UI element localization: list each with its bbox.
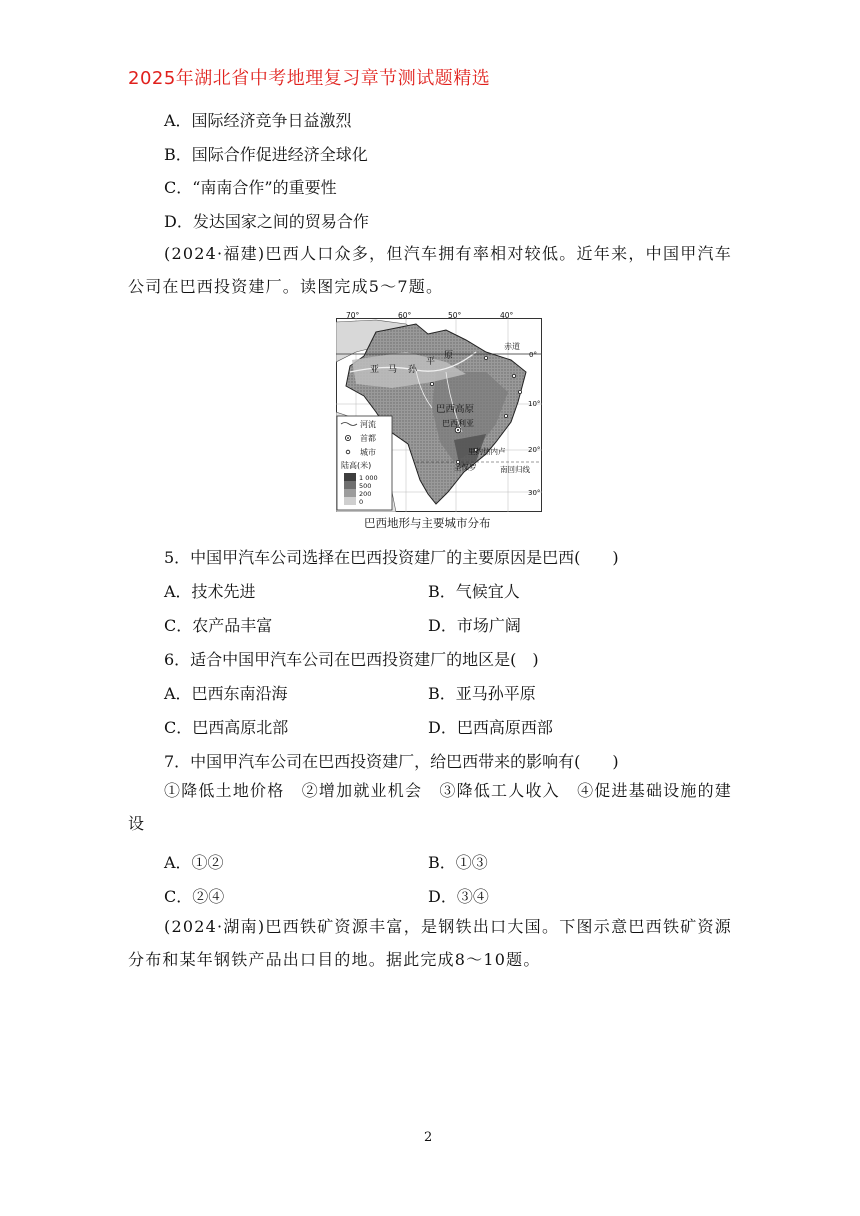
- plateau-label: 巴西高原: [436, 404, 475, 415]
- amazon-label-4: 平: [426, 357, 436, 367]
- legend-elev-0: 0: [359, 498, 364, 506]
- q6-option-d: D．巴西高原西部: [428, 718, 553, 737]
- legend-elevation-title: 陆高(米): [341, 461, 372, 470]
- q5-stem: 5．中国甲汽车公司选择在巴西投资建厂的主要原因是巴西( ): [164, 548, 619, 567]
- q5-option-c: C．农产品丰富: [164, 616, 273, 635]
- q6-option-b: B．亚马孙平原: [428, 684, 536, 703]
- saopaulo-label: 圣保罗: [454, 463, 477, 472]
- map-caption: 巴西地形与主要城市分布: [364, 516, 491, 530]
- legend-elev-500: 500: [359, 482, 372, 490]
- legend-capital: 首都: [360, 434, 376, 443]
- q7-items: ①降低土地价格 ②增加就业机会 ③降低工人收入 ④促进基础设施的建设: [128, 781, 732, 833]
- lon-label-50: 50°: [448, 312, 462, 320]
- legend-city: 城市: [360, 448, 376, 457]
- capital-label: 巴西利亚: [442, 419, 474, 428]
- q6-option-a: A．巴西东南沿海: [164, 684, 288, 703]
- prev-option-b: B．国际合作促进经济全球化: [164, 145, 368, 164]
- q5-option-a: A．技术先进: [164, 582, 256, 601]
- lat-label-20: 20°: [528, 446, 541, 454]
- lon-label-70: 70°: [346, 312, 360, 320]
- amazon-label-1: 亚: [370, 365, 380, 375]
- equator-label: 赤道: [504, 342, 520, 351]
- q7-option-b: B．①③: [428, 853, 488, 872]
- document-header: 2025年湖北省中考地理复习章节测试题精选: [128, 68, 491, 89]
- lon-label-40: 40°: [500, 312, 514, 320]
- q7-option-c: C．②④: [164, 887, 225, 906]
- rio-label: 里约热内卢: [468, 447, 506, 456]
- q5-option-b: B．气候宜人: [428, 582, 520, 601]
- lon-label-60: 60°: [398, 312, 412, 320]
- prev-option-a: A．国际经济竞争日益激烈: [164, 111, 352, 130]
- lat-label-0: 0°: [529, 351, 537, 359]
- q7-option-a: A．①②: [164, 853, 224, 872]
- intro-paragraph-1: (2024·福建)巴西人口众多，但汽车拥有率相对较低。近年来，中国甲汽车公司在巴西投资建厂。读图完成5～7题。: [128, 244, 732, 296]
- brazil-map: [336, 312, 542, 512]
- lat-label-10: 10°: [528, 400, 541, 408]
- lat-label-30: 30°: [528, 489, 541, 497]
- q6-option-c: C．巴西高原北部: [164, 718, 289, 737]
- amazon-label-2: 马: [388, 365, 398, 375]
- page-number: 2: [424, 1130, 433, 1145]
- prev-option-c: C．“南南合作”的重要性: [164, 178, 337, 197]
- amazon-label-5: 原: [444, 351, 454, 361]
- q5-option-d: D．市场广阔: [428, 616, 521, 635]
- map-legend: [337, 416, 392, 510]
- prev-option-d: D．发达国家之间的贸易合作: [164, 212, 369, 231]
- intro-paragraph-2: (2024·湖南)巴西铁矿资源丰富，是钢铁出口大国。下图示意巴西铁矿资源分布和某年钢铁产品出口目的地。据此完成8～10题。: [128, 917, 732, 969]
- legend-elev-1000: 1 000: [359, 474, 378, 482]
- q6-stem: 6．适合中国甲汽车公司在巴西投资建厂的地区是( ): [164, 650, 539, 669]
- q7-option-d: D．③④: [428, 887, 489, 906]
- tropic-label: 南回归线: [500, 465, 530, 474]
- legend-elev-200: 200: [359, 490, 372, 498]
- amazon-label-3: 孙: [408, 365, 418, 375]
- legend-river: 河流: [360, 420, 376, 429]
- city-symbol-icon: [346, 450, 350, 454]
- q7-stem: 7．中国甲汽车公司在巴西投资建厂，给巴西带来的影响有( ): [164, 752, 619, 771]
